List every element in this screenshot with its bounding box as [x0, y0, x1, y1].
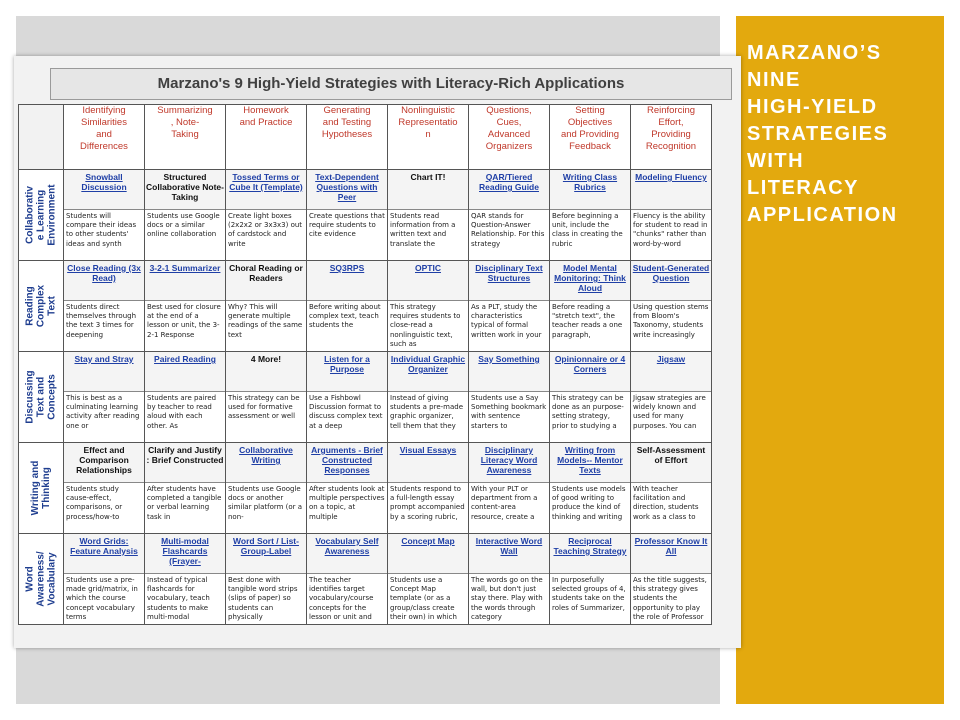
table-row: [19, 170, 712, 261]
strategy-cell: [226, 352, 307, 443]
strategy-cell: [469, 443, 550, 534]
strategy-description: Students read information from a written text and translate the: [390, 212, 456, 248]
strategy-link[interactable]: Text-Dependent Questions with Peer: [307, 170, 387, 210]
strategy-link[interactable]: Opinionnaire or 4 Corners: [550, 352, 630, 392]
strategy-description: Students direct themselves through the text 3 times for deepening: [66, 303, 137, 339]
strategy-description: After students have completed a tangible or verbal learning task in: [147, 485, 222, 521]
row-header-line: Complex: [35, 284, 47, 328]
strategies-grid: [18, 104, 712, 625]
row-header-line: Collaborativ: [24, 186, 36, 244]
strategy-description: Students use models of good writing to produce the kind of thinking and writing: [552, 485, 626, 521]
strategy-description: Instead of giving students a pre-made graphic organizer, tell them that they: [390, 394, 464, 430]
strategy-cell: [145, 352, 226, 443]
column-header: [388, 105, 469, 170]
column-header-line: Taking: [171, 129, 199, 140]
strategy-link[interactable]: Snowball Discussion: [64, 170, 144, 210]
strategy-link[interactable]: Visual Essays: [388, 443, 468, 483]
strategy-link[interactable]: Interactive Word Wall: [469, 534, 549, 574]
strategy-description: This strategy requires students to close-read a nonlinguistic text, such as: [390, 303, 461, 348]
strategy-cell: [550, 261, 631, 352]
row-header: [19, 261, 64, 352]
column-header-line: Providing: [651, 129, 691, 140]
strategy-cell: [64, 261, 145, 352]
strategy-link[interactable]: Tossed Terms or Cube It (Template): [226, 170, 306, 210]
strategy-cell: [550, 352, 631, 443]
strategy-link[interactable]: Modeling Fluency: [631, 170, 711, 210]
strategy-description: The words go on the wall, but don't just stay there. Play with the words through category: [471, 576, 543, 621]
strategy-description: Before writing about complex text, teach students the: [309, 303, 381, 330]
strategy-link[interactable]: Collaborative Writing: [226, 443, 306, 483]
slide-title-line: HIGH-YIELD: [747, 96, 878, 118]
strategy-description: Create light boxes (2x2x2 or 3x3x3) out of cardstock and write: [228, 212, 303, 248]
strategy-cell: [631, 443, 712, 534]
column-header-line: Homework: [243, 105, 289, 116]
strategy-description: Students use a Say Something bookmark with sentence starters to: [471, 394, 547, 430]
row-header-line: Writing and: [30, 460, 41, 516]
column-header: [145, 105, 226, 170]
column-header-line: Nonlinguistic: [401, 105, 455, 116]
strategy-description: Best done with tangible word strips (slips of paper) so students can physically: [228, 576, 298, 621]
strategy-link[interactable]: Word Sort / List-Group-Label: [226, 534, 306, 574]
strategy-cell: [388, 261, 469, 352]
strategy-cell: [64, 352, 145, 443]
column-header-line: Reinforcing: [646, 105, 696, 116]
strategy-description: Students use Google docs or a similar online collaboration: [147, 212, 220, 239]
column-header-row: [19, 105, 712, 170]
strategy-description: Use a Fishbowl Discussion format to discuss complex text at a deep: [309, 394, 383, 430]
strategy-cell: [550, 534, 631, 625]
strategy-link[interactable]: Close Reading (3x Read): [64, 261, 144, 301]
strategy-title: 4 More!: [226, 352, 306, 392]
strategy-link[interactable]: Professor Know It All: [631, 534, 711, 574]
strategy-link[interactable]: QAR/Tiered Reading Guide: [469, 170, 549, 210]
strategy-cell: [226, 443, 307, 534]
column-header-line: Generating: [323, 105, 371, 116]
strategy-description: Create questions that require students to cite evidence: [309, 212, 385, 239]
strategy-link[interactable]: Concept Map: [388, 534, 468, 574]
column-header-line: and Practice: [239, 117, 293, 128]
column-header-line: Feedback: [569, 141, 611, 152]
strategy-description: Instead of typical flashcards for vocabulary, teach students to make multi-modal: [147, 576, 210, 621]
column-header: [550, 105, 631, 170]
strategy-link[interactable]: OPTIC: [388, 261, 468, 301]
slide-title-line: APPLICATION: [747, 204, 898, 226]
strategy-cell: [307, 352, 388, 443]
strategy-cell: [388, 170, 469, 261]
table-title-bar: [50, 68, 732, 100]
column-header-line: Differences: [80, 141, 128, 152]
strategy-cell: [145, 170, 226, 261]
strategy-link[interactable]: Stay and Stray: [64, 352, 144, 392]
column-header-line: Hypotheses: [321, 129, 373, 140]
strategy-cell: [226, 261, 307, 352]
strategy-description: Before reading a "stretch text", the teacher reads a one paragraph,: [552, 303, 623, 339]
strategy-cell: [307, 170, 388, 261]
row-header-label: [25, 551, 58, 606]
row-header-line: Text and: [35, 376, 47, 418]
strategy-cell: [64, 170, 145, 261]
column-header-line: Cues,: [496, 117, 522, 128]
strategy-cell: [388, 443, 469, 534]
strategy-link[interactable]: Writing Class Rubrics: [550, 170, 630, 210]
column-header-line: Advanced: [487, 129, 531, 140]
strategy-cell: [631, 534, 712, 625]
row-header-line: Discussing: [24, 370, 36, 424]
column-header-line: Summarizing: [157, 105, 213, 116]
strategy-link[interactable]: Writing from Models-- Mentor Texts: [550, 443, 630, 483]
strategy-cell: [307, 534, 388, 625]
strategy-description: Students respond to a full-length essay prompt accompanied by a scoring rubric,: [390, 485, 465, 521]
strategy-description: Students study cause-effect, comparisons, or process/how-to: [66, 485, 123, 521]
strategy-description: Students use Google docs or another similar platform (or a non-: [228, 485, 303, 521]
row-header: [19, 170, 64, 261]
strategy-cell: [469, 534, 550, 625]
slide-title-line: LITERACY: [747, 177, 859, 199]
strategy-link[interactable]: Vocabulary Self Awareness: [307, 534, 387, 574]
strategy-cell: [64, 534, 145, 625]
strategy-link[interactable]: Disciplinary Literacy Word Awareness: [469, 443, 549, 483]
strategy-description: Fluency is the ability for student to read in "chunks" rather than word-by-word: [633, 212, 708, 248]
strategy-description: Students use a Concept Map template (or as a group/class create their own) in which: [390, 576, 457, 621]
strategy-title: Chart IT!: [388, 170, 468, 210]
strategy-description: With teacher facilitation and direction, students work as a class to: [633, 485, 699, 521]
row-header-line: Reading: [24, 286, 36, 326]
column-header-line: n: [425, 129, 431, 140]
strategy-description: After students look at multiple perspectives on a topic, at multiple: [309, 485, 385, 521]
strategy-cell: [307, 261, 388, 352]
strategy-title: Effect and Comparison Relationships: [64, 443, 144, 483]
row-header-line: Awareness/: [35, 551, 47, 607]
strategy-cell: [145, 534, 226, 625]
strategies-table-image: [14, 56, 741, 648]
strategy-description: This strategy can be done as an purpose-setting strategy, prior to studying a: [552, 394, 624, 430]
column-header-line: Objectives: [567, 117, 613, 128]
strategy-link[interactable]: Individual Graphic Organizer: [388, 352, 468, 392]
row-header: [19, 534, 64, 625]
strategy-description: Jigsaw strategies are widely known and used for many purposes. You can: [633, 394, 706, 430]
column-header-line: Recognition: [645, 141, 697, 152]
strategy-cell: [388, 352, 469, 443]
column-header-line: , Note-: [170, 117, 200, 128]
strategy-link[interactable]: Multi-modal Flashcards (Frayer-: [145, 534, 225, 574]
row-header-line: Vocabulary: [46, 552, 58, 606]
strategy-cell: [307, 443, 388, 534]
row-header: [19, 352, 64, 443]
column-header-line: Representatio: [398, 117, 458, 128]
strategy-cell: [631, 261, 712, 352]
strategy-cell: [469, 170, 550, 261]
column-header-line: Similarities: [81, 117, 127, 128]
strategy-cell: [469, 352, 550, 443]
corner-cell: [19, 105, 64, 170]
strategy-link[interactable]: Say Something: [469, 352, 549, 392]
strategy-title: Self-Assessment of Effort: [631, 443, 711, 483]
strategy-link[interactable]: Reciprocal Teaching Strategy: [550, 534, 630, 574]
column-header-line: and Providing: [560, 129, 620, 140]
strategy-cell: [145, 261, 226, 352]
column-header-line: Questions,: [486, 105, 532, 116]
strategy-cell: [631, 170, 712, 261]
row-header-label: [25, 184, 58, 245]
strategy-title: Clarify and Justify : Brief Constructed: [145, 443, 225, 483]
strategy-description: This strategy can be used for formative assessment or well: [228, 394, 300, 421]
column-header: [64, 105, 145, 170]
row-header-label: [25, 370, 58, 423]
column-header: [307, 105, 388, 170]
table-row: [19, 352, 712, 443]
row-header-line: Thinking: [41, 467, 52, 509]
strategy-description: Students will compare their ideas to other students' ideas and synth: [66, 212, 137, 248]
strategy-title: Structured Collaborative Note-Taking: [145, 170, 225, 210]
column-header-line: Setting: [575, 105, 605, 116]
strategy-link[interactable]: SQ3RPS: [307, 261, 387, 301]
strategy-description: Using question stems from Bloom's Taxonomy, students write increasingly: [633, 303, 709, 339]
strategy-cell: [631, 352, 712, 443]
strategy-description: QAR stands for Question-Answer Relationship. For this strategy: [471, 212, 545, 248]
strategy-link[interactable]: Listen for a Purpose: [307, 352, 387, 392]
column-header: [469, 105, 550, 170]
strategy-link[interactable]: Paired Reading: [145, 352, 225, 392]
strategy-link[interactable]: Model Mental Monitoring: Think Aloud: [550, 261, 630, 301]
slide-title-line: MARZANO’S: [747, 42, 882, 64]
column-header-line: Effort,: [658, 117, 684, 128]
strategy-link[interactable]: Student-Generated Question: [631, 261, 711, 301]
column-header: [631, 105, 712, 170]
row-header-line: Word: [24, 566, 36, 592]
strategy-cell: [226, 170, 307, 261]
strategy-description: With your PLT or department from a content-area resource, create a: [471, 485, 538, 521]
strategy-cell: [550, 443, 631, 534]
column-header-line: and Testing: [322, 117, 372, 128]
column-header-line: Identifying: [82, 105, 126, 116]
slide-title-line: WITH: [747, 150, 805, 172]
row-header-line: Environment: [46, 184, 58, 246]
slide-title: [747, 40, 937, 229]
column-header: [226, 105, 307, 170]
slide-title-line: STRATEGIES: [747, 123, 889, 145]
row-header-line: e Learning: [35, 189, 47, 241]
column-header-line: and: [96, 129, 112, 140]
row-header-label: [25, 285, 58, 327]
table-row: [19, 534, 712, 625]
strategy-description: The teacher identifies target vocabulary/course concepts for the lesson or unit and: [309, 576, 374, 621]
strategy-description: Why? This will generate multiple readings of the same text: [228, 303, 303, 339]
row-header-line: Text: [46, 296, 58, 316]
strategy-link[interactable]: 3-2-1 Summarizer: [145, 261, 225, 301]
strategy-cell: [550, 170, 631, 261]
table-row: [19, 261, 712, 352]
strategy-cell: [226, 534, 307, 625]
strategy-description: As the title suggests, this strategy gives students the opportunity to play the role of Professor: [633, 576, 707, 621]
strategy-link[interactable]: Jigsaw: [631, 352, 711, 392]
strategy-description: Students use a pre-made grid/matrix, in which the course concept vocabulary terms: [66, 576, 138, 621]
column-header-line: Organizers: [485, 141, 533, 152]
strategy-description: In purposefully selected groups of 4, students take on the roles of Summarizer,: [552, 576, 626, 612]
strategy-cell: [145, 443, 226, 534]
strategy-description: Before beginning a unit, include the class in creating the rubric: [552, 212, 623, 248]
table-row: [19, 443, 712, 534]
row-header: [19, 443, 64, 534]
strategy-link[interactable]: Disciplinary Text Structures: [469, 261, 549, 301]
strategy-description: Students are paired by teacher to read aloud with each other. As: [147, 394, 217, 430]
strategy-description: Best used for closure at the end of a lesson or unit, the 3-2-1 Response: [147, 303, 221, 339]
strategy-cell: [64, 443, 145, 534]
strategy-cell: [388, 534, 469, 625]
strategy-title: Choral Reading or Readers: [226, 261, 306, 301]
strategy-description: This is best as a culminating learning activity after reading one or: [66, 394, 140, 430]
strategy-cell: [469, 261, 550, 352]
strategy-description: As a PLT, study the characteristics typical of formal written work in your: [471, 303, 542, 339]
slide-title-line: NINE: [747, 69, 801, 91]
row-header-label: [30, 461, 52, 516]
strategy-link[interactable]: Word Grids: Feature Analysis: [64, 534, 144, 574]
table-title: Marzano's 9 High-Yield Strategies with Literacy-Rich Applications: [157, 75, 625, 92]
row-header-line: Concepts: [46, 374, 58, 420]
strategy-link[interactable]: Arguments - Brief Constructed Responses: [307, 443, 387, 483]
